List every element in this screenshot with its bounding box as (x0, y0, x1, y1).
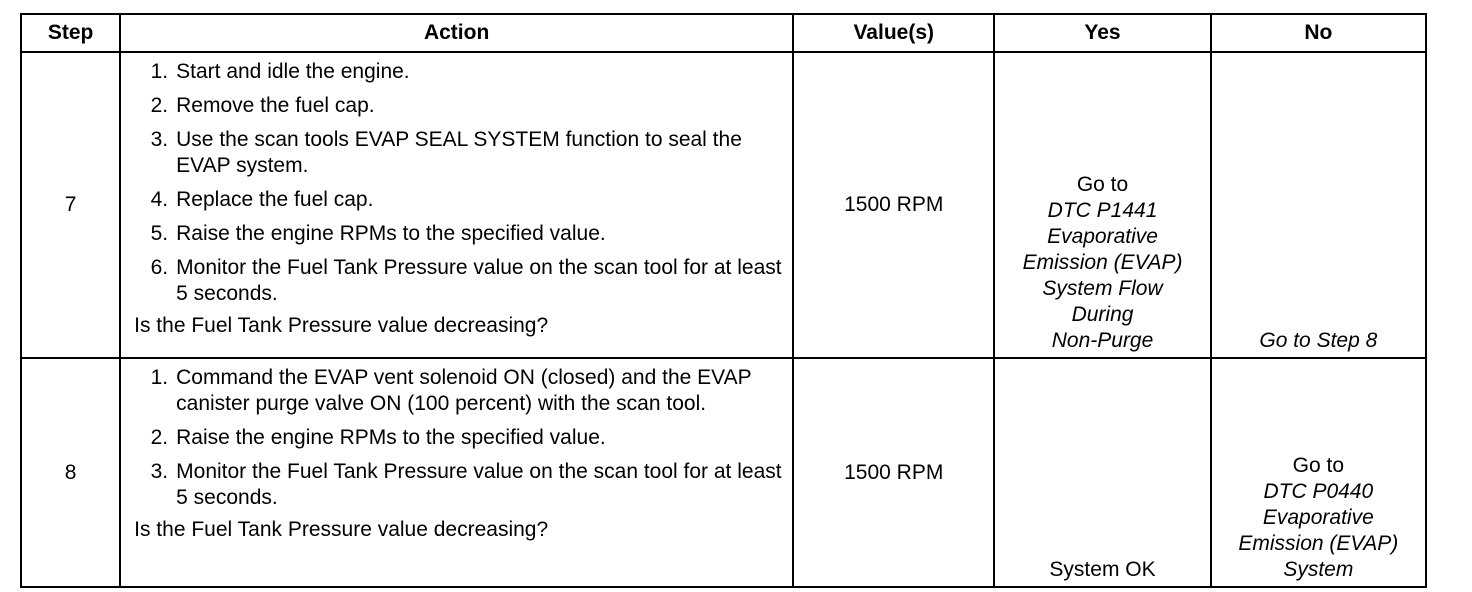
value-cell: 1500 RPM (793, 52, 994, 358)
step-number: 7 (21, 52, 120, 358)
action-item (134, 365, 784, 417)
action-item (134, 59, 784, 85)
table-row (21, 358, 1426, 587)
action-number: 3. (150, 128, 169, 151)
header-values: Value(s) (793, 14, 994, 52)
action-text: Replace the fuel cap. (176, 188, 374, 211)
yes-link-line: System Flow (1042, 277, 1163, 300)
no-link-line: Emission (EVAP) (1238, 532, 1399, 555)
action-item (134, 459, 784, 511)
yes-link-line: Emission (EVAP) (1022, 251, 1183, 274)
action-item (134, 255, 784, 307)
action-list (134, 365, 784, 511)
action-number: 2. (150, 94, 169, 117)
action-number: 1. (150, 366, 169, 389)
no-cell (1211, 358, 1426, 587)
action-number: 4. (150, 188, 169, 211)
yes-link-line: DTC P1441 (1047, 199, 1158, 222)
yes-cell (994, 358, 1210, 587)
table-row (21, 52, 1426, 358)
action-text: Start and idle the engine. (176, 60, 410, 83)
action-number: 3. (150, 460, 169, 483)
action-number: 6. (150, 256, 169, 279)
header-yes: Yes (994, 14, 1210, 52)
action-item (134, 221, 784, 247)
no-prefix: Go to (1292, 454, 1345, 477)
action-text: Raise the engine RPMs to the specified value. (176, 426, 606, 449)
action-cell (120, 358, 793, 587)
action-text: Raise the engine RPMs to the specified value. (176, 222, 606, 245)
diagnostic-table (20, 13, 1427, 588)
action-text: Use the scan tools EVAP SEAL SYSTEM function to seal the EVAP system. (176, 128, 742, 177)
action-number: 1. (150, 60, 169, 83)
action-number: 2. (150, 426, 169, 449)
no-cell (1211, 52, 1426, 358)
action-text: Monitor the Fuel Tank Pressure value on the scan tool for at least 5 seconds. (176, 256, 782, 305)
yes-link-line: During (1071, 303, 1134, 326)
action-text: Remove the fuel cap. (176, 94, 375, 117)
action-question: Is the Fuel Tank Pressure value decreasing? (134, 518, 549, 541)
yes-prefix: Go to (1076, 173, 1129, 196)
action-text: Monitor the Fuel Tank Pressure value on the scan tool for at least 5 seconds. (176, 460, 782, 509)
yes-link-line: Evaporative (1047, 225, 1158, 248)
action-number: 5. (150, 222, 169, 245)
header-step: Step (21, 14, 120, 52)
header-no: No (1211, 14, 1426, 52)
action-item (134, 93, 784, 119)
no-link-line: System (1283, 558, 1354, 581)
action-item (134, 425, 784, 451)
action-list (134, 59, 784, 307)
header-row (21, 14, 1426, 52)
yes-cell (994, 52, 1210, 358)
step-number: 8 (21, 358, 120, 587)
value-cell: 1500 RPM (793, 358, 994, 587)
action-text: Command the EVAP vent solenoid ON (closed) and the EVAP canister purge valve ON (100 percent) with the scan tool. (176, 366, 752, 415)
action-item (134, 187, 784, 213)
yes-link-line: Non-Purge (1051, 329, 1154, 352)
no-link-line: DTC P0440 (1263, 480, 1374, 503)
action-item (134, 127, 784, 179)
no-link-line: Go to Step 8 (1259, 329, 1378, 352)
no-link-line: Evaporative (1262, 506, 1374, 529)
yes-prefix: System OK (1049, 558, 1156, 581)
header-action: Action (120, 14, 793, 52)
action-question: Is the Fuel Tank Pressure value decreasing? (134, 314, 549, 337)
action-cell (120, 52, 793, 358)
